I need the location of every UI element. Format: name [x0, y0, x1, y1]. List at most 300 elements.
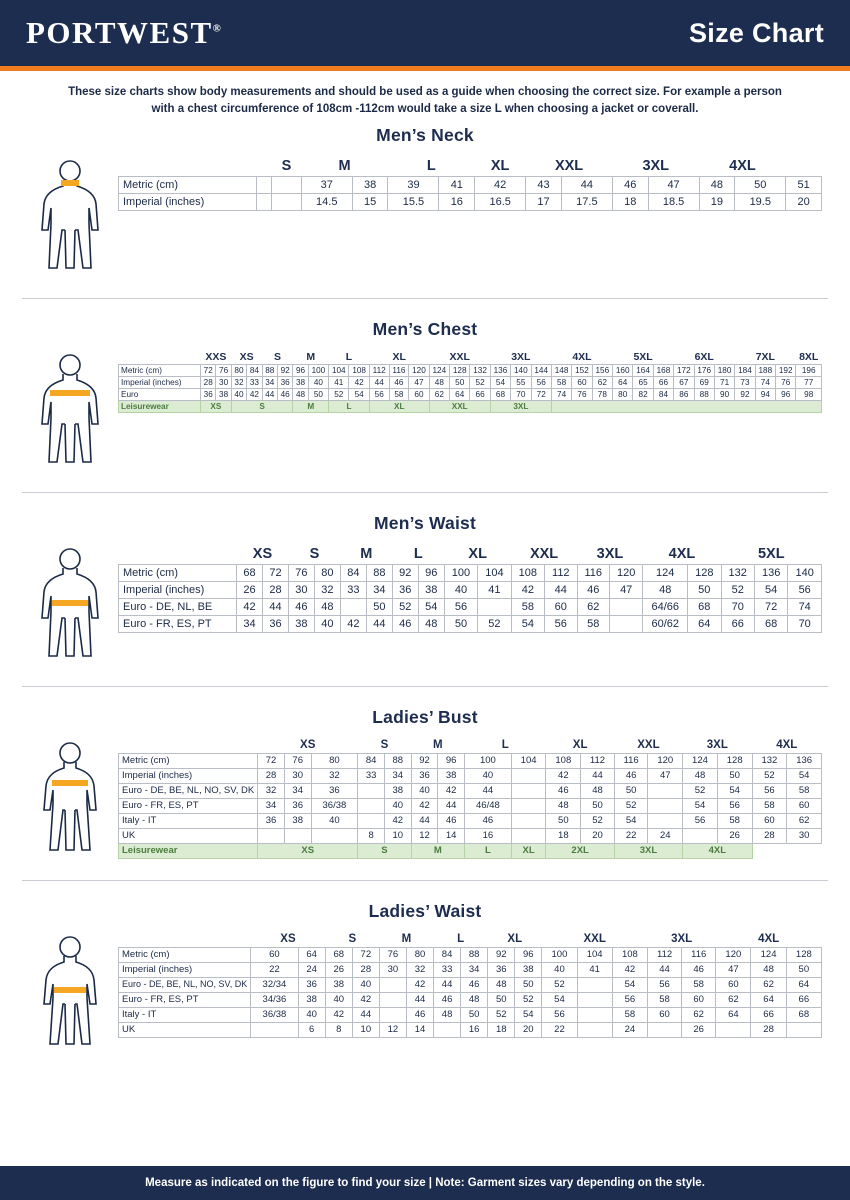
cell: 104 [329, 364, 349, 376]
cell: 41 [329, 376, 349, 388]
cell [609, 615, 642, 632]
cell: 38 [384, 783, 411, 798]
row-label: Italy - IT [119, 1007, 251, 1022]
cell: 54 [511, 615, 544, 632]
cell: 84 [247, 364, 262, 376]
row-label: Euro - DE, BE, NL, NO, SV, DK [119, 783, 258, 798]
section-divider [22, 880, 828, 881]
cell [434, 1022, 461, 1037]
table-row [119, 828, 822, 843]
cell: 44 [369, 376, 389, 388]
cell: 108 [511, 564, 544, 581]
cell: 104 [478, 564, 511, 581]
table-wrap-mens-chest [118, 350, 828, 413]
cell: 64 [688, 615, 721, 632]
cell: 72 [754, 598, 787, 615]
cell: 22 [251, 962, 298, 977]
cell: 33 [434, 962, 461, 977]
cell: 20 [581, 828, 615, 843]
size-header: XXS [205, 350, 227, 363]
cell: 38 [352, 176, 388, 193]
cell [257, 176, 272, 193]
cell: 100 [542, 947, 577, 962]
row-label: Imperial (inches) [119, 768, 258, 783]
cell: 40 [444, 581, 477, 598]
cell: 44 [545, 581, 577, 598]
cell: 84 [340, 564, 366, 581]
size-header: M [306, 350, 316, 363]
cell: 48 [434, 1007, 461, 1022]
cell: 54 [787, 768, 822, 783]
row-label: Euro - FR, ES, PT [119, 992, 251, 1007]
cell: 42 [237, 598, 263, 615]
cell: 12 [411, 828, 438, 843]
cell: 92 [392, 564, 418, 581]
cell: 100 [444, 564, 477, 581]
cell: 128 [717, 753, 752, 768]
size-header: XXL [637, 739, 660, 751]
cell: 148 [551, 364, 571, 376]
cell: 112 [581, 753, 615, 768]
cell: 28 [262, 581, 288, 598]
figure-mens-neck [22, 156, 118, 278]
cell: 48 [699, 176, 735, 193]
cell: 96 [418, 564, 444, 581]
cell: 17 [526, 193, 562, 210]
cell: 32/34 [251, 977, 298, 992]
table-wrap-mens-waist [118, 544, 828, 633]
cell: 92 [488, 947, 515, 962]
cell: 46 [438, 813, 465, 828]
size-header: XXL [583, 933, 606, 945]
size-header: 4XL [668, 545, 696, 562]
size-header: 7XL [755, 350, 775, 363]
cell: 46 [389, 376, 409, 388]
cell: 40 [311, 813, 358, 828]
cell [511, 813, 546, 828]
cell: 42 [384, 813, 411, 828]
cell: 10 [352, 1022, 379, 1037]
cell: 136 [490, 364, 510, 376]
cell: 48 [581, 783, 615, 798]
cell: 58 [648, 992, 682, 1007]
cell: 42 [406, 977, 433, 992]
cell: M [411, 843, 464, 858]
cell: 36 [411, 768, 438, 783]
cell: 54 [490, 376, 510, 388]
cell: 120 [609, 564, 642, 581]
size-header: XXL [449, 350, 470, 363]
row-label: Leisurewear [119, 400, 201, 412]
cell: 56 [369, 388, 389, 400]
cell [478, 598, 511, 615]
cell: 132 [752, 753, 787, 768]
cell: 24 [648, 828, 683, 843]
cell: 28 [751, 1022, 786, 1037]
row-label: Imperial (inches) [119, 193, 257, 210]
cell: 132 [721, 564, 754, 581]
cell: 18.5 [648, 193, 699, 210]
cell: 100 [465, 753, 512, 768]
cell [272, 193, 302, 210]
cell [379, 992, 406, 1007]
cell: 152 [572, 364, 592, 376]
cell: 120 [409, 364, 429, 376]
cell: 84 [358, 753, 385, 768]
cell: 36 [284, 798, 311, 813]
cell: 64 [613, 376, 633, 388]
size-header: 8XL [799, 350, 819, 363]
table-ladies-waist [118, 932, 822, 1038]
cell: 58 [682, 977, 716, 992]
cell: 16 [461, 1022, 488, 1037]
table-mens-neck [118, 156, 822, 211]
cell [311, 828, 358, 843]
cell: 68 [237, 564, 263, 581]
cell: 48 [314, 598, 340, 615]
size-header: L [457, 933, 465, 945]
cell: 58 [717, 813, 752, 828]
cell: 58 [612, 1007, 647, 1022]
cell [577, 992, 612, 1007]
cell: 50 [515, 977, 542, 992]
table-row [119, 992, 822, 1007]
cell: 14.5 [301, 193, 352, 210]
table-mens-chest [118, 350, 822, 413]
cell: 50 [366, 598, 392, 615]
cell: 48 [683, 768, 718, 783]
cell: S [358, 843, 411, 858]
cell: 64 [716, 1007, 751, 1022]
cell: 96 [515, 947, 542, 962]
cell: 84 [434, 947, 461, 962]
cell: 46 [612, 176, 648, 193]
cell: 56 [683, 813, 718, 828]
cell: 50 [546, 813, 581, 828]
cell: 58 [511, 598, 544, 615]
cell: 40 [465, 768, 512, 783]
cell: 3XL [490, 400, 551, 412]
cell: 32 [314, 581, 340, 598]
cell [648, 1022, 682, 1037]
cell: 54 [542, 992, 577, 1007]
cell: 40 [325, 992, 352, 1007]
cell [272, 176, 302, 193]
cell: 44 [406, 992, 433, 1007]
cell: 17.5 [561, 193, 612, 210]
cell: 46 [277, 388, 292, 400]
cell: 70 [788, 615, 822, 632]
table-header-row [119, 544, 822, 565]
section-divider [22, 492, 828, 493]
cell: 33 [358, 768, 385, 783]
table-row [119, 598, 822, 615]
cell: 50 [488, 992, 515, 1007]
size-header: 4XL [776, 739, 798, 751]
cell [511, 828, 546, 843]
figure-mens-chest [22, 350, 118, 472]
cell: 80 [406, 947, 433, 962]
cell: 18 [488, 1022, 515, 1037]
cell: 42 [325, 1007, 352, 1022]
cell: 42 [340, 615, 366, 632]
row-label: UK [119, 828, 258, 843]
cell: 172 [674, 364, 694, 376]
cell: 34 [461, 962, 488, 977]
cell: 64 [786, 977, 821, 992]
cell: 136 [787, 753, 822, 768]
size-header: 3XL [706, 739, 728, 751]
cell: 60 [716, 977, 751, 992]
cell: 42 [352, 992, 379, 1007]
size-header: S [348, 933, 357, 945]
size-header: M [433, 739, 443, 751]
size-header: 5XL [633, 350, 653, 363]
row-label: Metric (cm) [119, 947, 251, 962]
table-wrap-ladies-bust [118, 738, 828, 859]
cell: 90 [714, 388, 734, 400]
cell [358, 783, 385, 798]
cell: XS [201, 400, 232, 412]
cell: 46/48 [465, 798, 512, 813]
row-label: Euro [119, 388, 201, 400]
cell: 116 [389, 364, 409, 376]
cell: 52 [392, 598, 418, 615]
row-label: Imperial (inches) [119, 962, 251, 977]
cell: 41 [577, 962, 612, 977]
cell [379, 977, 406, 992]
cell: 38 [298, 992, 325, 1007]
cell: 88 [366, 564, 392, 581]
cell: 52 [752, 768, 787, 783]
cell: 30 [379, 962, 406, 977]
section-divider [22, 686, 828, 687]
cell: 156 [592, 364, 612, 376]
cell: 38 [288, 615, 314, 632]
cell: 48 [429, 376, 449, 388]
cell [284, 828, 311, 843]
cell [511, 798, 546, 813]
table-mens-waist [118, 544, 822, 633]
cell: 120 [716, 947, 751, 962]
table-row [119, 783, 822, 798]
cell: 50 [735, 176, 786, 193]
section-ladies-bust [0, 707, 850, 860]
cell: 42 [546, 768, 581, 783]
figure-ladies-bust [22, 738, 118, 860]
section-title-mens-waist: Men’s Waist [373, 512, 477, 533]
cell: 42 [411, 798, 438, 813]
page-header [0, 0, 850, 66]
cell: 52 [515, 992, 542, 1007]
cell: 124 [643, 564, 688, 581]
cell: 40 [411, 783, 438, 798]
cell: 62 [787, 813, 822, 828]
cell: 104 [511, 753, 546, 768]
cell: 72 [352, 947, 379, 962]
row-label: Metric (cm) [119, 753, 258, 768]
cell: 26 [682, 1022, 716, 1037]
cell: 44 [438, 798, 465, 813]
cell [340, 598, 366, 615]
cell: 42 [612, 962, 647, 977]
cell: 44 [262, 598, 288, 615]
cell: 94 [755, 388, 775, 400]
cell: 80 [613, 388, 633, 400]
cell: 92 [411, 753, 438, 768]
cell: 30 [787, 828, 822, 843]
cell: 19 [699, 193, 735, 210]
cell: 46 [406, 1007, 433, 1022]
cell: 54 [515, 1007, 542, 1022]
cell: 36/38 [251, 1007, 298, 1022]
cell: 64 [298, 947, 325, 962]
cell [358, 813, 385, 828]
cell: 50 [461, 1007, 488, 1022]
cell: 50 [614, 783, 648, 798]
cell: 48 [418, 615, 444, 632]
cell: 92 [277, 364, 292, 376]
size-header: L [413, 545, 423, 562]
table-header-row [119, 350, 822, 365]
cell: 108 [546, 753, 581, 768]
cell: 116 [614, 753, 648, 768]
cell: 36 [298, 977, 325, 992]
cell: 88 [384, 753, 411, 768]
cell: 108 [612, 947, 647, 962]
cell: 140 [788, 564, 822, 581]
cell: 60 [572, 376, 592, 388]
cell [786, 1022, 821, 1037]
cell: 56 [752, 783, 787, 798]
cell [511, 783, 546, 798]
cell: 184 [735, 364, 755, 376]
cell [257, 193, 272, 210]
cell: 28 [258, 768, 285, 783]
cell: 44 [648, 962, 682, 977]
cell: 58 [389, 388, 409, 400]
cell: 64 [751, 992, 786, 1007]
cell: 30 [284, 768, 311, 783]
cell: 36 [262, 615, 288, 632]
cell: 36 [258, 813, 285, 828]
cell: 48 [293, 388, 308, 400]
cell: 38 [515, 962, 542, 977]
cell: 124 [429, 364, 449, 376]
cell: 62 [577, 598, 609, 615]
cell: 19.5 [735, 193, 786, 210]
table-row-leisurewear [119, 400, 822, 412]
section-title-ladies-bust: Ladies’ Bust [372, 706, 478, 727]
cell: 30 [216, 376, 231, 388]
cell: 164 [633, 364, 653, 376]
cell: 18 [546, 828, 581, 843]
cell: 34 [258, 798, 285, 813]
cell: 48 [643, 581, 688, 598]
table-row [119, 364, 822, 376]
cell: 16 [465, 828, 512, 843]
cell: 124 [751, 947, 786, 962]
cell: 3XL [614, 843, 682, 858]
cell: 44 [262, 388, 277, 400]
cell: 66 [751, 1007, 786, 1022]
cell: 92 [735, 388, 755, 400]
row-label: UK [119, 1022, 251, 1037]
cell: 44 [465, 783, 512, 798]
cell: 32 [406, 962, 433, 977]
cell: 62 [592, 376, 612, 388]
size-header: XS [280, 933, 296, 945]
cell: 50 [581, 798, 615, 813]
size-header: 5XL [757, 545, 785, 562]
cell: 98 [796, 388, 822, 400]
cell: L [465, 843, 512, 858]
cell: 76 [379, 947, 406, 962]
cell: 71 [714, 376, 734, 388]
table-row [119, 176, 822, 193]
cell: 52 [542, 977, 577, 992]
cell: 58 [787, 783, 822, 798]
size-header: M [401, 933, 412, 945]
cell [379, 1007, 406, 1022]
cell: 34 [262, 376, 277, 388]
cell: 38 [293, 376, 308, 388]
cell: 43 [526, 176, 562, 193]
cell: 36 [392, 581, 418, 598]
cell: 38 [216, 388, 231, 400]
cell: 47 [648, 768, 683, 783]
cell: 42 [247, 388, 262, 400]
cell: 40 [352, 977, 379, 992]
cell: 37 [301, 176, 352, 193]
page-footer: Measure as indicated on the figure to find your size | Note: Garment sizes vary depending on the style. [0, 1166, 850, 1200]
cell: 22 [614, 828, 648, 843]
cell: 28 [352, 962, 379, 977]
cell: 68 [325, 947, 352, 962]
table-row [119, 193, 822, 210]
cell: 88 [694, 388, 714, 400]
cell: 116 [577, 564, 609, 581]
brand-logo [26, 15, 221, 51]
cell: 96 [438, 753, 465, 768]
size-header: S [380, 739, 389, 751]
cell: 52 [329, 388, 349, 400]
cell: 72 [531, 388, 551, 400]
table-ladies-bust [118, 738, 822, 859]
cell: 54 [683, 798, 718, 813]
cell [648, 783, 683, 798]
cell: 42 [511, 581, 544, 598]
cell: 46 [546, 783, 581, 798]
cell: 38 [438, 768, 465, 783]
size-header: S [281, 157, 292, 174]
cell: 44 [352, 1007, 379, 1022]
cell: 50 [308, 388, 328, 400]
row-label: Euro - DE, BE, NL, NO, SV, DK [119, 977, 251, 992]
cell: 48 [751, 962, 786, 977]
row-label: Euro - FR, ES, PT [119, 798, 258, 813]
cell: 120 [648, 753, 683, 768]
cell: 66 [786, 992, 821, 1007]
cell: 76 [216, 364, 231, 376]
table-row [119, 615, 822, 632]
section-mens-neck [0, 125, 850, 278]
size-header: XS [300, 739, 316, 751]
cell: 16.5 [475, 193, 526, 210]
row-label: Leisurewear [119, 843, 258, 858]
cell: 58 [752, 798, 787, 813]
table-row [119, 388, 822, 400]
